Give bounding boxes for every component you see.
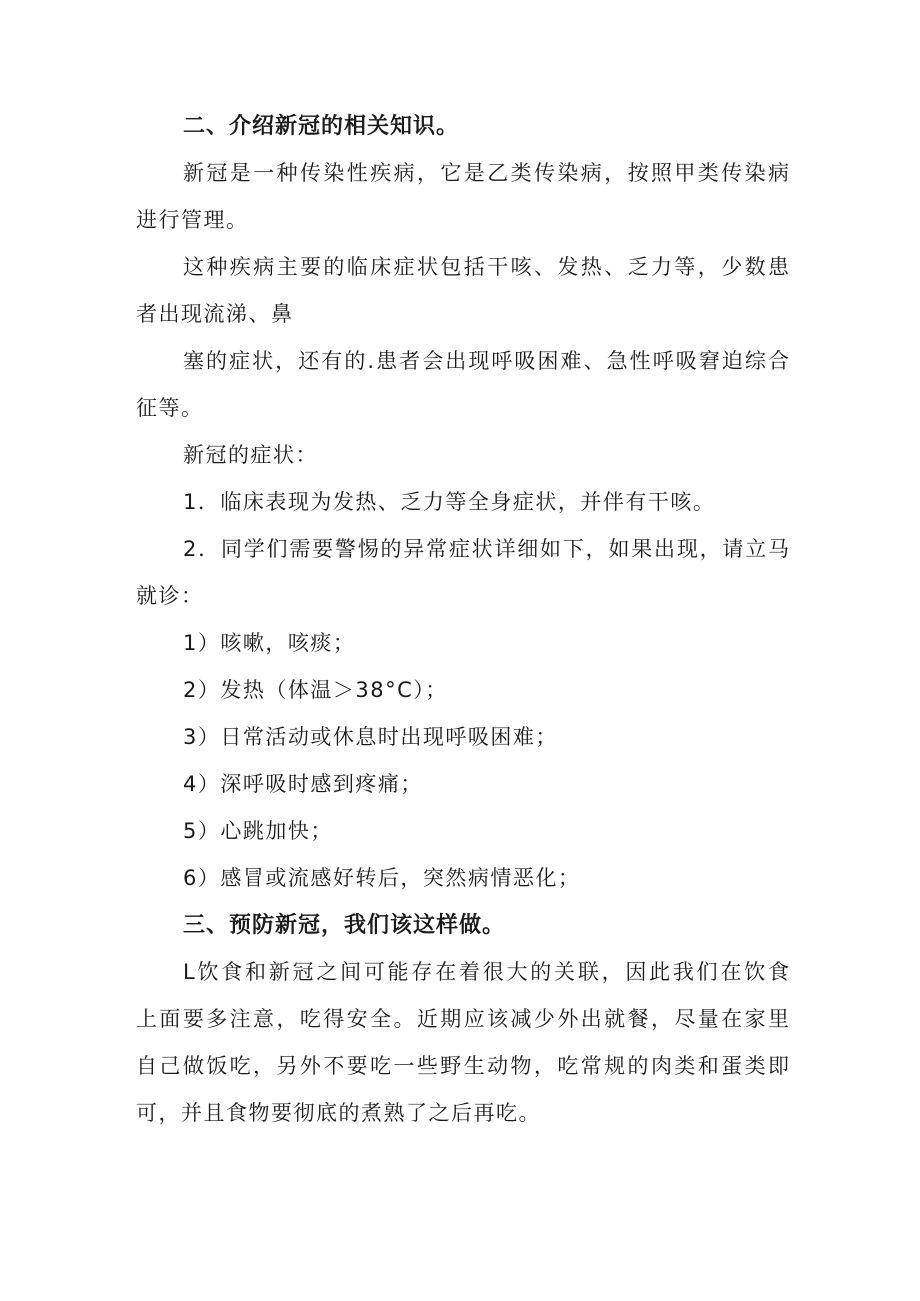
symptom-item: 3）日常活动或休息时出现呼吸困难； — [183, 725, 558, 749]
paragraph-line: 者出现流涕、鼻 — [136, 302, 294, 326]
paragraph-line: 这种疾病主要的临床症状包括干咳、发热、乏力等，少数患 — [183, 255, 790, 279]
paragraph-line: 征等。 — [136, 396, 204, 420]
symptoms-subheading: 新冠的症状： — [183, 443, 318, 467]
symptom-item: 1）咳嗽，咳痰； — [183, 631, 356, 655]
paragraph-line: L饮食和新冠之间可能存在着很大的关联，因此我们在饮食 — [183, 960, 790, 984]
section-heading-prevention: 三、预防新冠，我们该这样做。 — [183, 913, 506, 938]
symptom-item: 2）发热（体温＞38°C）； — [183, 678, 448, 702]
list-item: 1．临床表现为发热、乏力等全身症状，并伴有干咳。 — [183, 490, 716, 514]
paragraph-line: 自己做饭吃，另外不要吃一些野生动物，吃常规的肉类和蛋类即 — [136, 1054, 790, 1078]
symptom-item: 5）心跳加快； — [183, 819, 333, 843]
paragraph-line: 可，并且食物要彻底的煮熟了之后再吃。 — [136, 1101, 541, 1125]
document-page — [136, 103, 790, 1137]
paragraph-line: 上面要多注意，吃得安全。近期应该减少外出就餐，尽量在家里 — [136, 1007, 790, 1031]
list-item: 2．同学们需要警惕的异常症状详细如下，如果出现，请立马 — [183, 537, 790, 561]
paragraph-line: 进行管理。 — [136, 208, 249, 232]
paragraph-line: 塞的症状，还有的.患者会出现呼吸困难、急性呼吸窘迫综合 — [183, 349, 790, 373]
list-item-continuation: 就诊： — [136, 584, 204, 608]
paragraph-line: 新冠是一种传染性疾病，它是乙类传染病，按照甲类传染病 — [183, 161, 790, 185]
symptom-item: 4）深呼吸时感到疼痛； — [183, 772, 423, 796]
section-heading-knowledge: 二、介绍新冠的相关知识。 — [183, 114, 460, 139]
symptom-item: 6）感冒或流感好转后，突然病情恶化； — [183, 866, 581, 890]
